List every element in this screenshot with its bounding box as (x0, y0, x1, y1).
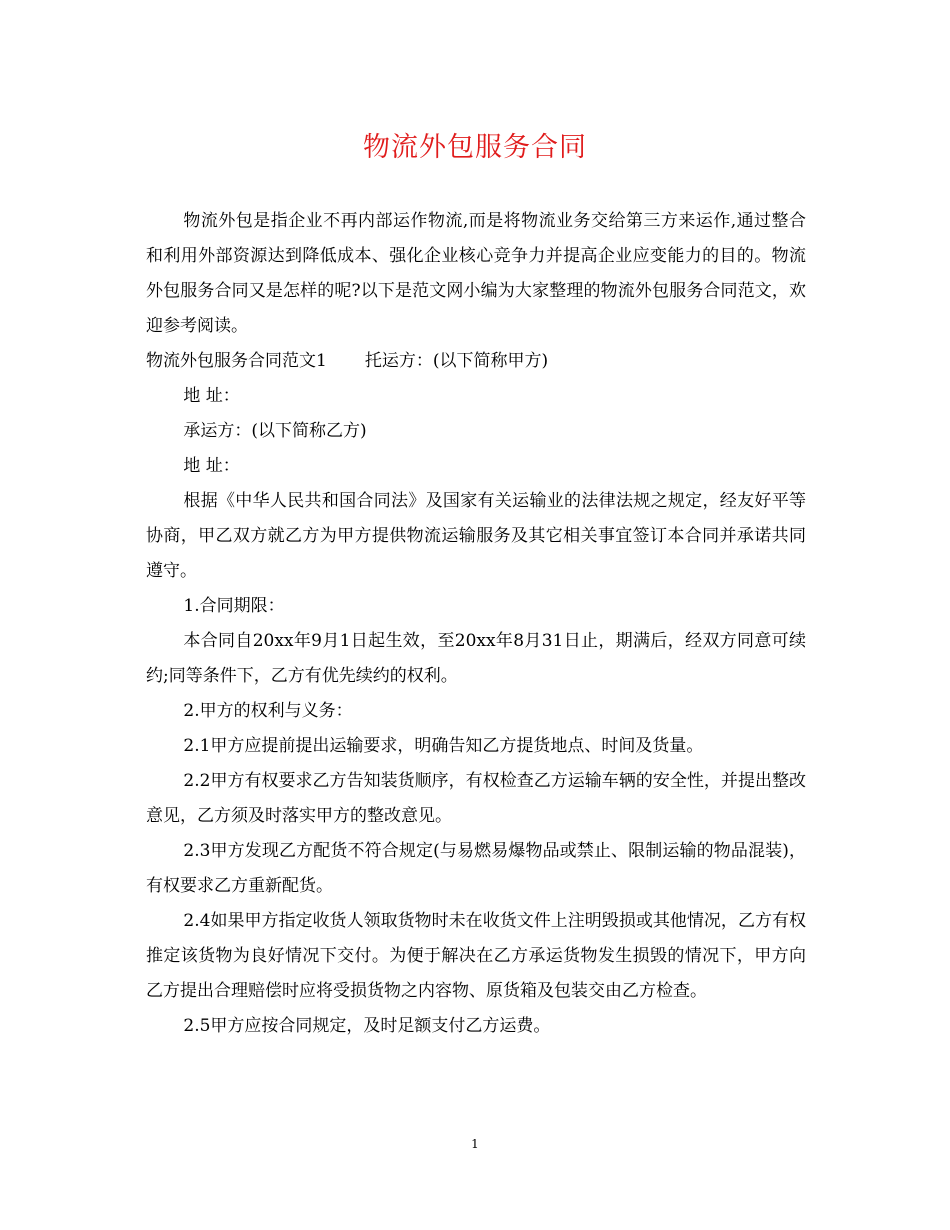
document-body (146, 204, 806, 1044)
carrier-label: 承运方：(以下简称乙方) (183, 421, 367, 441)
sample-heading: 物流外包服务合同范文1 (146, 351, 327, 371)
clause-1-text: 本合同自20xx年9月1日起生效，至20xx年8月31日止，期满后，经双方同意可续约;同等条件下，乙方有优先续约的权利。 (146, 631, 806, 686)
consignor-address: 地 址： (183, 386, 240, 406)
preamble-paragraph: 根据《中华人民共和国合同法》及国家有关运输业的法律法规之规定，经友好平等协商，甲乙双方就乙方为甲方提供物流运输服务及其它相关事宜签订本合同并承诺共同遵守。 (146, 491, 806, 581)
consignor-label: 托运方：(以下简称甲方) (364, 351, 549, 371)
clause-2-title: 2.甲方的权利与义务： (183, 701, 353, 721)
clause-2-1: 2.1甲方应提前提出运输要求，明确告知乙方提货地点、时间及货量。 (183, 736, 704, 756)
clause-2-2: 2.2甲方有权要求乙方告知装货顺序，有权检查乙方运输车辆的安全性，并提出整改意见，乙方须及时落实甲方的整改意见。 (146, 771, 806, 826)
sample-heading-line (146, 344, 806, 379)
clause-2-4: 2.4如果甲方指定收货人领取货物时未在收货文件上注明毁损或其他情况，乙方有权推定该货物为良好情况下交付。为便于解决在乙方承运货物发生损毁的情况下，甲方向乙方提出合理赔偿时应将受损货物之内容物、原货箱及包装交由乙方检查。 (146, 911, 806, 1001)
carrier-address: 地 址： (183, 456, 240, 476)
document-title: 物流外包服务合同 (363, 132, 587, 163)
page-number: 1 (471, 1137, 479, 1151)
intro-paragraph: 物流外包是指企业不再内部运作物流,而是将物流业务交给第三方来运作,通过整合和利用外部资源达到降低成本、强化企业核心竞争力并提高企业应变能力的目的。物流外包服务合同又是怎样的呢?以下是范文网小编为大家整理的物流外包服务合同范文，欢迎参考阅读。 (146, 211, 806, 336)
clause-2-5: 2.5甲方应按合同规定，及时足额支付乙方运费。 (183, 1016, 551, 1036)
clause-2-3: 2.3甲方发现乙方配货不符合规定(与易燃易爆物品或禁止、限制运输的物品混装)，有权要求乙方重新配货。 (146, 841, 806, 896)
clause-1-title: 1.合同期限： (183, 596, 285, 616)
